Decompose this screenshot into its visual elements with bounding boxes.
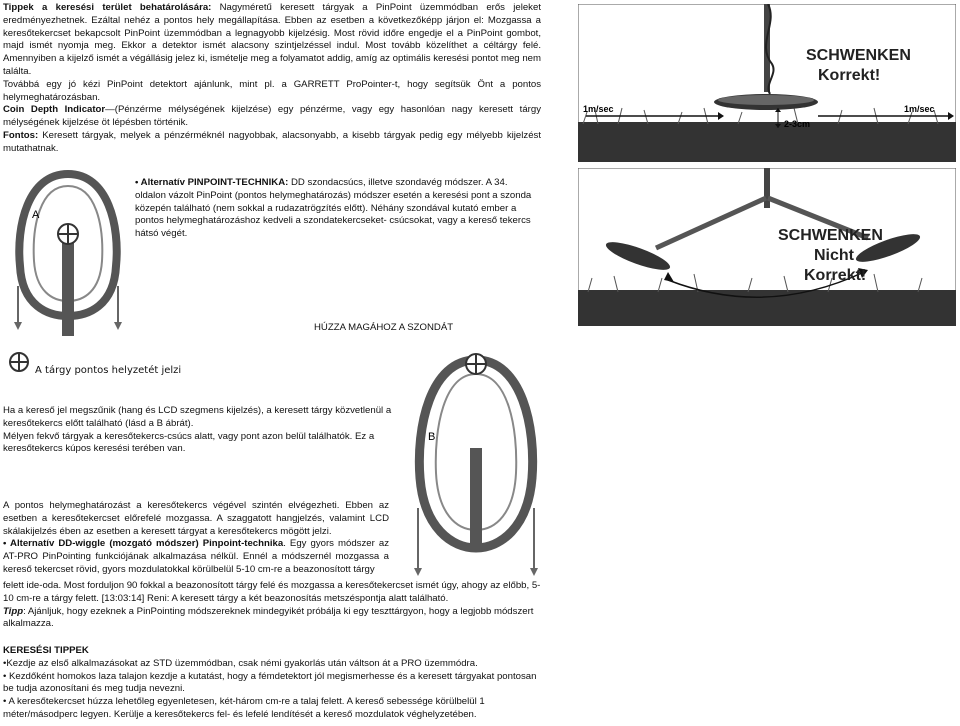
tips-item-2: • Kezdőként homokos laza talajon kezdje a kutatást, hogy a fémdetektort jól megismerhesse és a keresett tárgyakat pontosan be tudja azonosítani és meg tudja nevezni. <box>3 670 537 695</box>
fontos-label: Fontos: <box>3 129 39 141</box>
tips-item-3: • A keresőtekercset húzza lehetőleg egyenletesen, két-három cm-re a talaj felett. A kereső sebessége körülbelül 1 méter/másodperc legyen. Kerülje a keresőtekercs fel- és lefelé lendítését a kereső mozdulatok véghelyzetében. <box>3 696 485 720</box>
tipp-label: Tipp <box>3 605 24 617</box>
bottom-wide-paragraph <box>3 580 543 631</box>
tips-section <box>3 645 543 722</box>
coil-b-label: B <box>428 431 436 443</box>
alt-pinpoint-paragraph <box>135 177 533 241</box>
mid-paragraph <box>3 405 395 456</box>
correct-title-2: Korrekt! <box>818 67 881 84</box>
top-paragraph <box>3 2 541 156</box>
top-text: Nagyméretű keresett tárgyak a PinPoint üzemmódban erős jeleket eredményezhetnek. Ezáltal nehéz a pontos hely megállapítása. Ebben az esetben a következőképp járjon el: Mozgassa a keresőtekercset bekapcsolt PinPoint üzemmódban a legnagyobb kijelzésig. Most rövid időre engedje el a PinPoint gombot, majd ismét nyomja meg. Ekkor a detektor ismét alacsony szintjelzéssel indul. Most tovább közelíthet a céltárgy felé. Amennyiben a kijelző ismét a végállásig jelez ki, ismételje meg a folyamatot addig, amíg az optimális keresési pontot meg nem találta. <box>3 2 541 77</box>
coil-a-figure <box>8 166 128 336</box>
incorrect-title-1: SCHWENKEN <box>778 227 883 244</box>
incorrect-title-3: Korrekt! <box>804 267 867 284</box>
pull-caption: HÚZZA MAGÁHOZ A SZONDÁT <box>314 322 454 333</box>
coil-b-figure <box>408 348 544 580</box>
incorrect-title-2: Nicht <box>814 247 854 264</box>
alt-pinpoint-label: • Alternatív PINPOINT-TECHNIKA: <box>135 177 289 188</box>
fontos-text: Keresett tárgyak, melyek a pénzérméknél nagyobbak, alacsonyabb, a kisebb tárgyak pedig egy mélyebb kijelzést mutathatnak. <box>3 129 541 154</box>
bottom-paragraph <box>3 500 389 577</box>
tips-heading: KERESÉSI TIPPEK <box>3 645 89 656</box>
coin-label: Coin Depth Indicator <box>3 104 106 116</box>
alt-pinpoint-text: DD szondacsúcs, illetve szondavég módszer. A 34. oldalon vázolt PinPoint (pontos helymeghatározás) módszer esetén a keresési pont a szonda közepén található (nem sokkal a rudazatrögzítés előtt). Néhány szondával kutató ember a pontos helymeghatározáshoz kedveli a szondatekercseket- csúcsokat, vagy a kereső tekercs hátsó végét. <box>135 177 532 240</box>
target-caption: A tárgy pontos helyzetét jelzi <box>35 365 182 376</box>
mid-text-2: Mélyen fekvő tárgyak a keresőtekercs-csúcs alatt, vagy pont azon belül találhatók. Ez a keresőtekercs kúpos keresési terében van. <box>3 430 375 455</box>
sweep-incorrect-figure <box>578 168 956 326</box>
mid-text-1: Ha a kereső jel megszűnik (hang és LCD szegmens kijelzés), a keresett tárgy közvetlenül a keresőtekercs előtt található (lásd a B ábrát). <box>3 405 392 429</box>
dd-wiggle-text: . Egy gyors módszer az AT-PRO PinPointing funkciójának alkalmazása nélkül. Ennél a módszernél mozgassa a kereső tekercset rövid, gyors mozdulatokkal körülbelül 5-10 cm-re a beazonosított tárgy <box>3 538 389 575</box>
coil-a-label: A <box>32 209 40 221</box>
bottom-text-1: A pontos helymeghatározást a keresőtekercs végével szintén elvégezheti. Ebben az esetben a keresőtekercset előrefelé mozgassa. A szaggatott hangjelzés, valamint LCD skálakijelzés ében az esetben a keresett tárgyat a keresőtekercs mögött jelzi. <box>3 500 389 537</box>
left-speed-label: 1m/sec <box>583 104 614 114</box>
height-label: 2-3cm <box>784 119 811 129</box>
top-text-2: Továbbá egy jó kézi PinPoint detektort ajánlunk, mint pl. a GARRETT ProPointer-t, hogy segítsük Önt a pontos helymeghatározásban. <box>3 78 541 103</box>
coin-text: —(Pénzérme mélységének kijelzése) egy pénzérme, vagy egy hasonlóan nagy keresett tárgy mélységének kijelzése öt lépésben történik. <box>3 104 541 129</box>
correct-title-1: SCHWENKEN <box>806 47 911 64</box>
right-speed-label: 1m/sec <box>904 104 935 114</box>
dd-wiggle-cont: felett ide-oda. Most forduljon 90 fokkal a beazonosított tárgy felé és mozgassa a keresőtekercset ismét úgy, ahogy az előbb, 5-10 cm-re a tárgy felett. [13:03:14] Reni: A keresett tárgy a két beazonosítás metszéspontja alatt található. <box>3 580 541 604</box>
crosshair-icon <box>8 351 30 373</box>
sweep-correct-figure <box>578 4 956 162</box>
tips-item-1: •Kezdje az első alkalmazásokat az STD üzemmódban, csak némi gyakorlás után váltson át a PRO üzemmódra. <box>3 657 478 669</box>
dd-wiggle-label: • Alternatív DD-wiggle (mozgató módszer) Pinpoint-technika <box>3 538 284 550</box>
top-lead-label: Tippek a keresési terület behatárolására: <box>3 2 212 13</box>
tipp-text: : Ajánljuk, hogy ezeknek a PinPointing módszereknek mindegyikét próbálja ki egy teszttárgyon, hogy a legjobb módszert alkalmazza. <box>3 605 534 630</box>
